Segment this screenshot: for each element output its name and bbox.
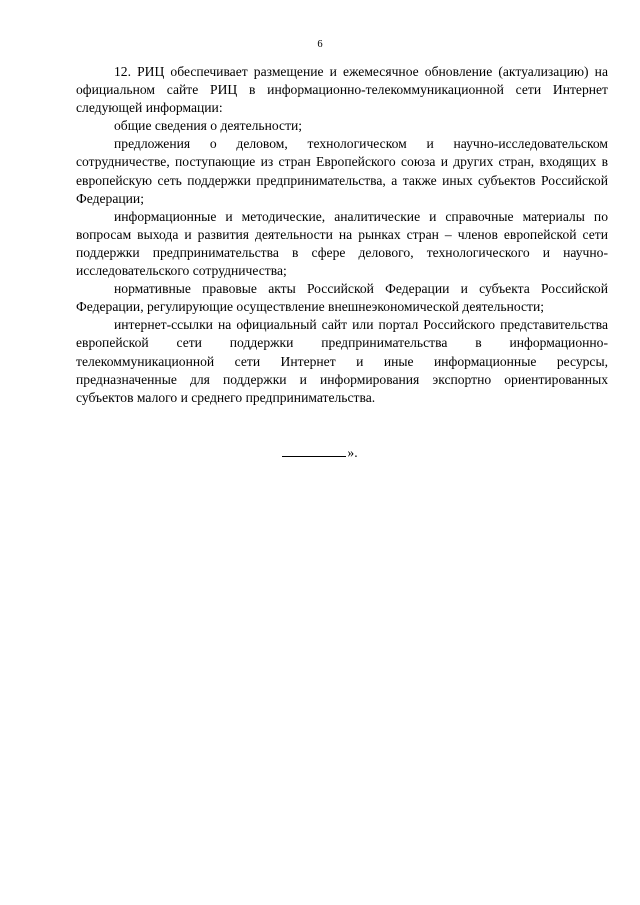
document-body [76, 63, 608, 407]
paragraph-information-materials: информационные и методические, аналитические и справочные материалы по вопросам выхода и развития деятельности на рынках стран – членов европейской сети поддержки предпринимательства в сфере делового, технологического и научно-исследовательского сотрудничества; [76, 208, 608, 279]
paragraph-item-12: 12. РИЦ обеспечивает размещение и ежемесячное обновление (актуализацию) на официальном сайте РИЦ в информационно-телекоммуникационной сети Интернет следующей информации: [76, 64, 608, 116]
paragraph-cooperation-proposals: предложения о деловом, технологическом и научно-исследовательском сотрудничестве, поступающие из стран Европейского союза и других стран, входящих в европейскую сеть поддержки предпринимательства, а также иных субъектов Российской Федерации; [76, 136, 608, 206]
closing-line [0, 444, 640, 462]
page-number: 6 [317, 39, 323, 50]
closing-quote-mark: ». [347, 445, 358, 460]
paragraph-internet-links: интернет-ссылки на официальный сайт или портал Российского представительства европейской сети поддержки предпринимательства в информационно-телекоммуникационной сети Интернет и иные информационные ресурсы, предназначенные для поддержки и информирования экспортно ориентированных субъектов малого и среднего предпринимательства. [76, 317, 608, 405]
underline-separator [282, 444, 346, 457]
paragraph-general-info: общие сведения о деятельности; [114, 118, 303, 134]
paragraph-legal-acts: нормативные правовые акты Российской Федерации и субъекта Российской Федерации, регулирующие осуществление внешнеэкономической деятельности; [76, 281, 608, 315]
